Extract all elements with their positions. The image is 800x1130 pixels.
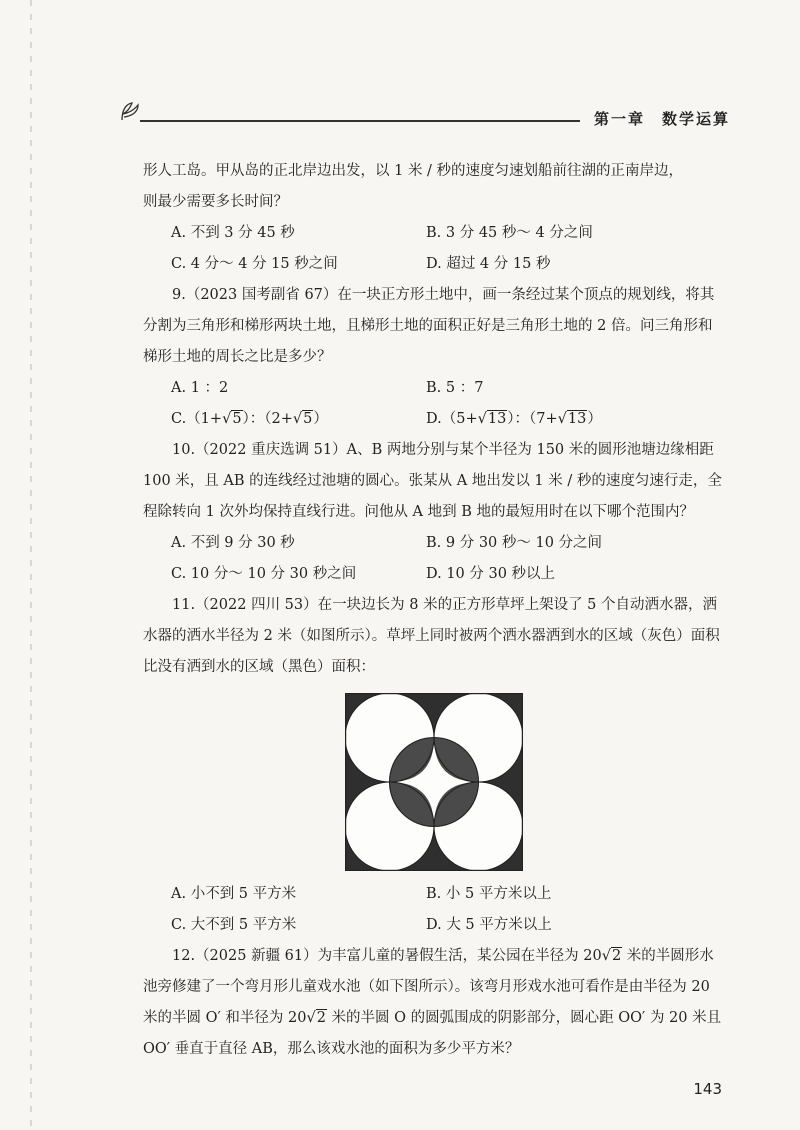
option-b: B. 小 5 平方米以上 [426,886,552,902]
option-b: B. 3 分 45 秒～ 4 分之间 [426,225,593,241]
chapter-title: 第一章 数学运算 [593,110,730,128]
leaf-icon [118,100,142,122]
option-c: C.（1+√5）：（2+√5） [171,411,328,427]
option-a: A. 不到 3 分 45 秒 [171,225,295,241]
option-d: D.（5+√13）：（7+√13） [426,411,602,427]
option-c: C. 10 分～ 10 分 30 秒之间 [171,566,357,582]
header-rule [140,120,580,122]
page-header [110,92,730,132]
option-d: D. 10 分 30 秒以上 [426,566,556,582]
q10-options [143,528,725,590]
page-content [143,156,725,1065]
sprinkler-figure [345,693,523,871]
option-b: B. 9 分 30 秒～ 10 分之间 [426,535,603,551]
option-b: B. 5 ：7 [426,380,484,396]
option-d: D. 大 5 平方米以上 [426,917,552,933]
option-c: C. 大不到 5 平方米 [171,917,297,933]
option-a: A. 1 ：2 [171,380,229,396]
question-10: 10.（2022 重庆选调 51）A、B 两地分别与某个半径为 150 米的圆形池塘边缘相距 100 米，且 AB 的连线经过池塘的圆心。张某从 A 地出发以 1 米 / 秒的速度匀速行走，全程除转向 1 次外均保持直线行进。问他从 A 地到 B 地的最短用时在以下哪个范围内？ [143,442,722,520]
q9-options [143,373,725,435]
option-a: A. 小不到 5 平方米 [171,886,297,902]
scan-edge [30,0,32,1130]
q8-options [143,218,725,280]
option-c: C. 4 分～ 4 分 15 秒之间 [171,256,338,272]
page-number: 143 [693,1080,722,1098]
question-12: 12.（2025 新疆 61）为丰富儿童的暑假生活，某公园在半径为 20√2 米的半圆形水池旁修建了一个弯月形儿童戏水池（如下图所示）。该弯月形戏水池可看作是由半径为 20 米的半圆 O′ 和半径为 20√2 米的半圆 O 的圆弧围成的阴影部分，圆心距 OO′ 为 20 米且 OO′ 垂直于直径 AB，那么该戏水池的面积为多少平方米？ [143,948,722,1057]
question-11: 11.（2022 四川 53）在一块边长为 8 米的正方形草坪上架设了 5 个自动洒水器，洒水器的洒水半径为 2 米（如图所示）。草坪上同时被两个洒水器洒到水的区域（灰色）面积比没有洒到水的区域（黑色）面积： [143,597,720,675]
option-a: A. 不到 9 分 30 秒 [171,535,295,551]
option-d: D. 超过 4 分 15 秒 [426,256,551,272]
continuation-line: 形人工岛。甲从岛的正北岸边出发，以 1 米 / 秒的速度匀速划船前往湖的正南岸边， [143,163,684,179]
continuation-line: 则最少需要多长时间？ [143,194,288,210]
q11-options [143,879,725,941]
question-9: 9.（2023 国考副省 67）在一块正方形土地中，画一条经过某个顶点的规划线，将其分割为三角形和梯形两块土地，且梯形土地的面积正好是三角形土地的 2 倍。问三角形和梯形土地的周长之比是多少？ [143,287,715,365]
